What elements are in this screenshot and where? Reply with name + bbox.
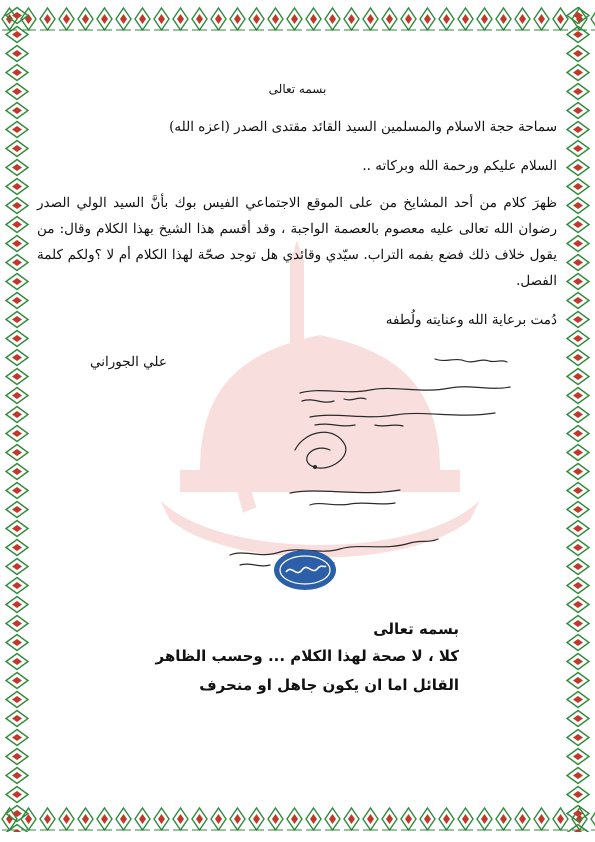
typed-reply-line-3: القائل اما ان يكون جاهل او منحرف <box>199 676 459 694</box>
typed-reply-line-2: كلا ، لا صحة لهذا الكلام ... وحسب الظاهر <box>155 647 459 665</box>
decorative-border-left <box>4 6 30 832</box>
typed-reply-line-1: بسمه تعالى <box>373 620 459 638</box>
decorative-border-bottom <box>0 806 595 832</box>
letter-greeting: بسمه تعالى <box>268 82 327 96</box>
decorative-border-right <box>565 6 591 832</box>
seal-stamp <box>272 548 338 592</box>
handwritten-reply <box>220 355 530 585</box>
decorative-border-top <box>0 6 595 32</box>
letter-addressee: سماحة حجة الاسلام والمسلمين السيد القائد مقتدى الصدر (اعزه الله) <box>169 119 557 135</box>
letter-salutation: السلام عليكم ورحمة الله وبركاته .. <box>362 158 557 174</box>
letter-closing: دُمت برعاية الله وعنايته ولُطفه <box>385 312 557 328</box>
letter-body: ظهرَ كلام من أحد المشايخ من على الموقع الاجتماعي الفيس بوك بأنَّ السيد الولي الصدر رضوان الله تعالى عليه معصوم بالعصمة الواجبة ، وقد أقسم هذا الشيخ بهذا الكلام وقال: من يقول خلاف ذلك فضع بفمه التراب. سيّدي وقائدي هل توجد صحّة لهذا الكلام أم لا ؟ولكم كلمة الفصل. <box>37 195 557 289</box>
letter-sender: علي الجوراني <box>90 354 167 370</box>
